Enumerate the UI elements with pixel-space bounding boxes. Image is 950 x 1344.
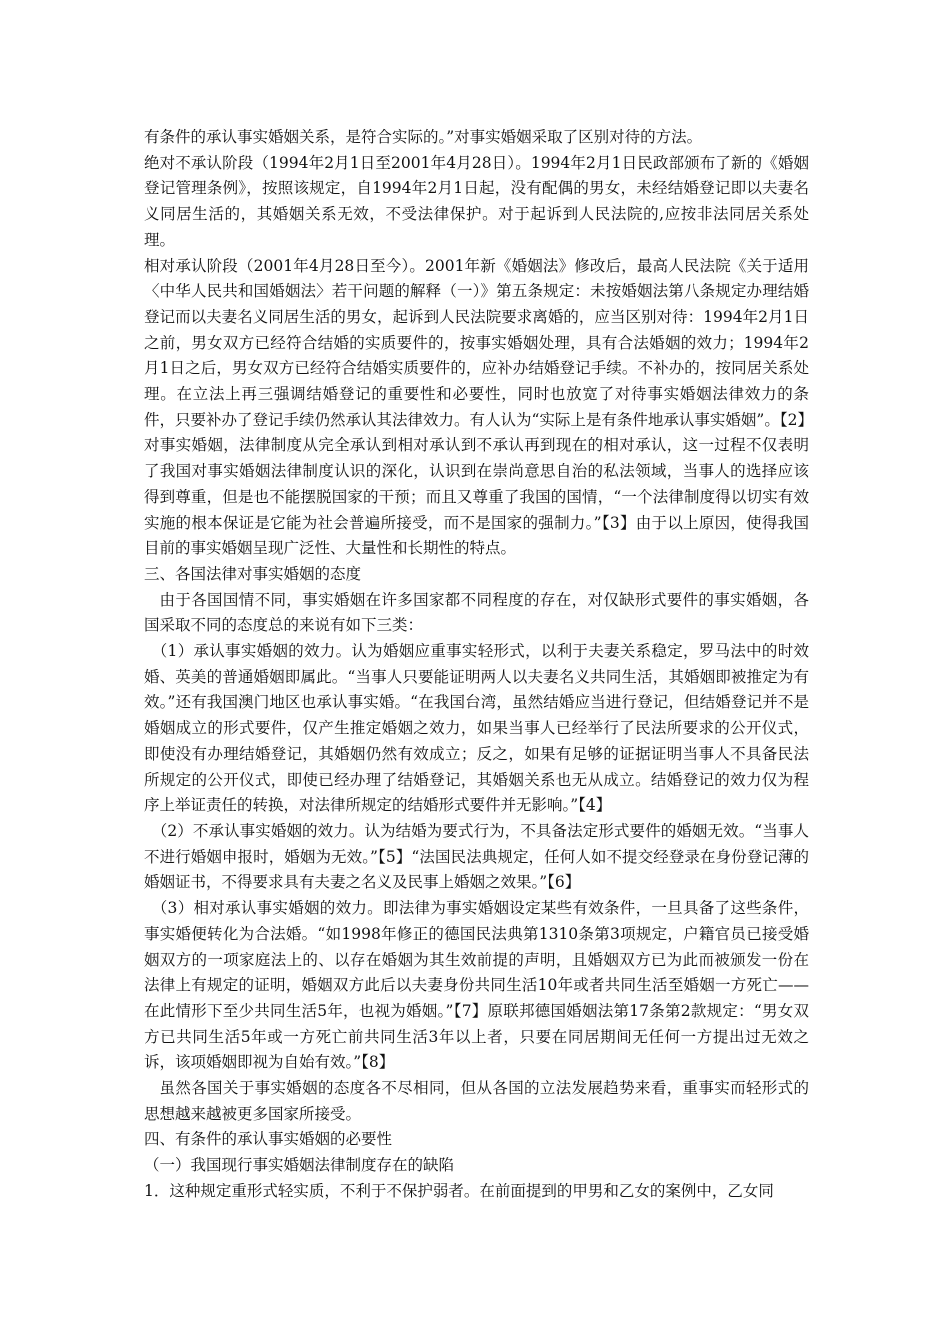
document-page bbox=[144, 125, 813, 1205]
paragraph-absolute-non-recognition: 绝对不承认阶段（1994年2月1日至2001年4月28日）。1994年2月1日民政部颁布了新的《婚姻登记管理条例》，按照该规定，自1994年2月1日起，没有配偶的男女，未经结婚登记即以夫妻名义同居生活的，其婚姻关系无效，不受法律保护。对于起诉到人民法院的,应按非法同居关系处理。 bbox=[144, 153, 809, 249]
paragraph-continuation: 有条件的承认事实婚姻关系，是符合实际的。”对事实婚姻采取了区别对待的方法。 bbox=[144, 128, 703, 146]
paragraph-defect-1: 1．这种规定重形式轻实质，不利于不保护弱者。在前面提到的甲男和乙女的案例中，乙女同 bbox=[144, 1181, 774, 1200]
section-heading-4: 四、有条件的承认事实婚姻的必要性 bbox=[144, 1130, 393, 1149]
paragraph-relative-recognition: 相对承认阶段（2001年4月28日至今）。2001年新《婚姻法》修改后，最高人民法院《关于适用〈中华人民共和国婚姻法〉若干问题的解释（一）》第五条规定：未按婚姻法第八条规定办理结婚登记而以夫妻名义同居生活的男女，起诉到人民法院要求离婚的，应当区别对待：1994年2月1日之前，男女双方已经符合结婚的实质要件的，按事实婚姻处理，具有合法婚姻的效力；1994年2月1日之后，男女双方已经符合结婚实质要件的，应补办结婚登记手续。不补办的，按同居关系处理。在立法上再三强调结婚登记的重要性和必要性，同时也放宽了对待事实婚姻法律效力的条件，只要补办了登记手续仍然承认其法律效力。有人认为“实际上是有条件地承认事实婚姻”。【2】 bbox=[144, 256, 813, 429]
paragraph-type-1: （1）承认事实婚姻的效力。认为婚姻应重事实轻形式，以利于夫妻关系稳定，罗马法中的时效婚、英美的普通婚姻即属此。“当事人只要能证明两人以夫妻名义共同生活，其婚姻即被推定为有效。”还有我国澳门地区也承认事实婚。“在我国台湾，虽然结婚应当进行登记，但结婚登记并不是婚姻成立的形式要件，仅产生推定婚姻之效力，如果当事人已经举行了民法所要求的公开仪式，即使没有办理结婚登记，其婚姻仍然有效成立；反之，如果有足够的证据证明当事人不具备民法所规定的公开仪式，即使已经办理了结婚登记，其婚姻关系也无从成立。结婚登记的效力仅为程序上举证责任的转换，对法律所规定的结婚形式要件并无影响。”【4】 bbox=[144, 642, 809, 815]
paragraph-intro-three-types: 由于各国国情不同，事实婚姻在许多国家都不同程度的存在，对仅缺形式要件的事实婚姻，各国采取不同的态度总的来说有如下三类： bbox=[144, 590, 809, 635]
paragraph-trend: 虽然各国关于事实婚姻的态度各不尽相同，但从各国的立法发展趋势来看，重事实而轻形式的思想越来越被更多国家所接受。 bbox=[144, 1079, 809, 1123]
paragraph-type-2: （2）不承认事实婚姻的效力。认为结婚为要式行为，不具备法定形式要件的婚姻无效。“当事人不进行婚姻申报时，婚姻为无效。”【5】“法国民法典规定，任何人如不提交经登录在身份登记薄的婚姻证书，不得要求具有夫妻之名义及民事上婚姻之效果。”【6】 bbox=[144, 821, 809, 892]
section-heading-3: 三、各国法律对事实婚姻的态度 bbox=[144, 564, 362, 583]
paragraph-type-3: （3）相对承认事实婚姻的效力。即法律为事实婚姻设定某些有效条件，一旦具备了这些条件，事实婚便转化为合法婚。“如1998年修正的德国民法典第1310条第3项规定，户籍官员已接受婚姻双方的一项家庭法上的、以存在婚姻为其生效前提的声明，且婚姻双方已为此而被颁发一份在法律上有规定的证明，婚姻双方此后以夫妻身份共同生活10年或者共同生活至婚姻一方死亡——在此情形下至少共同生活5年，也视为婚姻。”【7】原联邦德国婚姻法第17条第2款规定：“男女双方已共同生活5年或一方死亡前共同生活3年以上者，只要在同居期间无任何一方提出过无效之诉，该项婚姻即视为自始有效。”【8】 bbox=[144, 899, 809, 1072]
paragraph-summary: 对事实婚姻，法律制度从完全承认到相对承认到不承认再到现在的相对承认，这一过程不仅表明了我国对事实婚姻法律制度认识的深化，认识到在崇尚意思自治的私法领域，当事人的选择应该得到尊重，但是也不能摆脱国家的干预；而且又尊重了我国的国情，“一个法律制度得以切实有效实施的根本保证是它能为社会普遍所接受，而不是国家的强制力。”【3】由于以上原因，使得我国目前的事实婚姻呈现广泛性、大量性和长期性的特点。 bbox=[144, 436, 809, 558]
subsection-heading-1: （一）我国现行事实婚姻法律制度存在的缺陷 bbox=[144, 1156, 455, 1175]
